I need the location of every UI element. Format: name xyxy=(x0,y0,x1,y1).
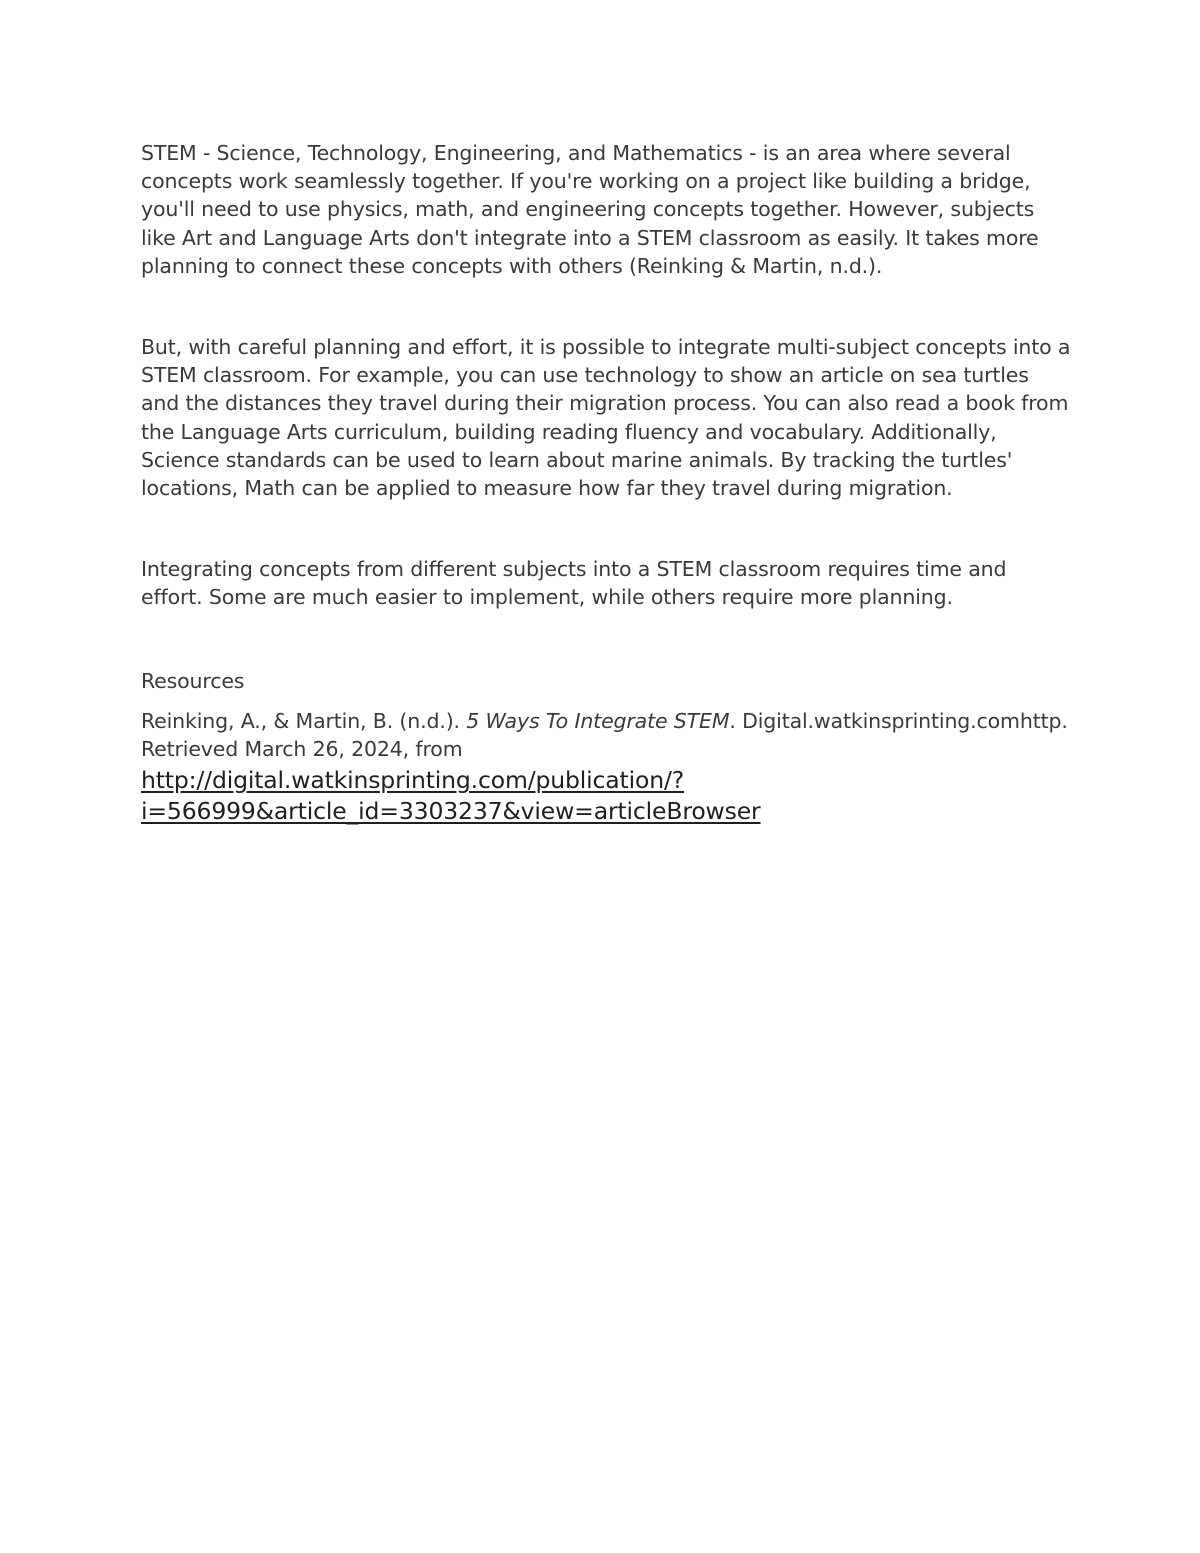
paragraph-integration-example: But, with careful planning and effort, it is possible to integrate multi-subject concepts into a STEM classroom. For example, you can use technology to show an article on sea turtles and the distances they travel during their migration process. You can also read a book from the Language Arts curriculum, building reading fluency and vocabulary. Additionally, Science standards can be used to learn about marine animals. By tracking the turtles' locations, Math can be applied to measure how far they travel during migration. xyxy=(141,335,1071,501)
citation-source: . Digital.watkinsprinting.comhttp. Retrieved March 26, 2024, from xyxy=(141,708,1068,762)
paragraph-spacer xyxy=(141,695,1071,707)
paragraph-conclusion: Integrating concepts from different subjects into a STEM classroom requires time and effort. Some are much easier to implement, while others require more planning. xyxy=(141,557,1007,610)
citation-authors: Reinking, A., & Martin, B. (n.d.). xyxy=(141,708,467,733)
citation-link-line-2: i=566999&article_id=3303237&view=articleBrowser xyxy=(141,797,761,826)
citation-link[interactable] xyxy=(141,765,781,827)
paragraph-intro: STEM - Science, Technology, Engineering, and Mathematics - is an area where several concepts work seamlessly together. If you're working on a project like building a bridge, you'll need to use physics, math, and engineering concepts together. However, subjects like Art and Language Arts don't integrate into a STEM classroom as easily. It takes more planning to connect these concepts with others (Reinking & Martin, n.d.). xyxy=(141,141,1039,278)
paragraph-spacer xyxy=(141,612,1071,667)
citation-link-line-1: http://digital.watkinsprinting.com/publication/? xyxy=(141,766,685,795)
paragraph-spacer xyxy=(141,280,1071,333)
citation-title: 5 Ways To Integrate STEM xyxy=(466,708,730,733)
citation-entry xyxy=(141,707,1071,763)
paragraph-spacer xyxy=(141,502,1071,555)
resources-heading: Resources xyxy=(141,668,245,693)
document-body xyxy=(141,139,1071,827)
